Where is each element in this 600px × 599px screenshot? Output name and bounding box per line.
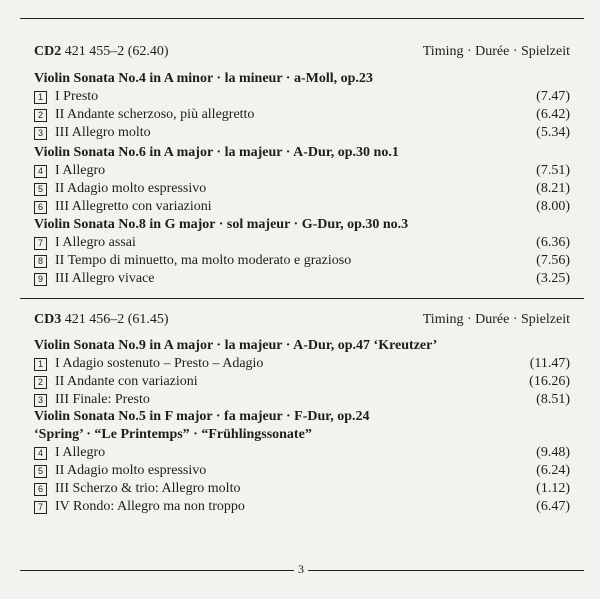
movement-title: III Scherzo & trio: Allegro molto [55,481,241,496]
movement-title: III Allegro vivace [55,271,155,286]
track-number: 4 [34,165,47,178]
timing-label: Timing · Durée · Spielzeit [422,44,570,59]
disc-header-cd3 [34,312,570,332]
duration: (3.25) [536,271,570,286]
duration: (9.48) [536,445,570,460]
movement-title: III Finale: Presto [55,392,150,407]
sonata-subtitle: ‘Spring’ · “Le Printemps” · “Frühlingssonate” [34,427,312,442]
track-row [34,88,570,106]
track-row [34,498,570,516]
duration: (8.51) [536,392,570,407]
track-number: 5 [34,465,47,478]
duration: (8.21) [536,181,570,196]
track-number: 5 [34,183,47,196]
track-number: 2 [34,109,47,122]
track-row [34,391,570,409]
page-number: 3 [294,562,308,577]
disc-catalog: 421 455–2 (62.40) [64,44,169,59]
sonata-title: Violin Sonata No.4 in A minor · la mineur · a-Moll, op.23 [34,71,373,86]
track-row [34,444,570,462]
movement-title: II Adagio molto espressivo [55,181,207,196]
disc-catalog: 421 456–2 (61.45) [64,312,169,327]
track-row [34,234,570,252]
movement-title: I Allegro [55,163,106,178]
track-row [34,124,570,142]
track-row [34,106,570,124]
movement-title: I Allegro assai [55,235,136,250]
movement-title: III Allegretto con variazioni [55,199,212,214]
duration: (6.24) [536,463,570,478]
disc-header-cd2 [34,44,570,64]
movement-title: I Allegro [55,445,106,460]
track-row [34,162,570,180]
movement-title: I Presto [55,89,99,104]
duration: (7.47) [536,89,570,104]
sonata-title: Violin Sonata No.5 in F major · fa majeur · F-Dur, op.24 [34,409,370,424]
sonata-block [34,337,570,409]
section-rule [20,298,584,299]
duration: (1.12) [536,481,570,496]
disc-label: CD2 [34,44,62,59]
sonata-title: Violin Sonata No.6 in A major · la majeur · A-Dur, op.30 no.1 [34,145,399,160]
duration: (11.47) [529,356,570,371]
track-number: 1 [34,358,47,371]
track-number: 9 [34,273,47,286]
track-number: 4 [34,447,47,460]
top-rule [20,18,584,19]
duration: (6.47) [536,499,570,514]
movement-title: II Andante scherzoso, più allegretto [55,107,255,122]
track-row [34,480,570,498]
track-number: 8 [34,255,47,268]
duration: (7.56) [536,253,570,268]
duration: (5.34) [536,125,570,140]
disc-label: CD3 [34,312,62,327]
timing-label: Timing · Durée · Spielzeit [422,312,570,327]
track-number: 7 [34,237,47,250]
track-row [34,373,570,391]
duration: (8.00) [536,199,570,214]
track-number: 3 [34,394,47,407]
track-number: 3 [34,127,47,140]
track-row [34,180,570,198]
track-row [34,252,570,270]
track-number: 2 [34,376,47,389]
movement-title: III Allegro molto [55,125,151,140]
duration: (16.26) [529,374,570,389]
track-number: 6 [34,483,47,496]
sonata-block [34,144,570,216]
sonata-block [34,70,570,142]
track-row [34,355,570,373]
sonata-title: Violin Sonata No.8 in G major · sol majeur · G-Dur, op.30 no.3 [34,217,409,232]
sonata-block [34,408,570,516]
track-row [34,270,570,288]
track-number: 7 [34,501,47,514]
track-row [34,462,570,480]
movement-title: I Adagio sostenuto – Presto – Adagio [55,356,264,371]
sonata-title: Violin Sonata No.9 in A major · la majeur · A-Dur, op.47 ‘Kreutzer’ [34,338,438,353]
movement-title: IV Rondo: Allegro ma non troppo [55,499,245,514]
track-row [34,198,570,216]
duration: (6.36) [536,235,570,250]
duration: (6.42) [536,107,570,122]
track-number: 6 [34,201,47,214]
movement-title: II Andante con variazioni [55,374,198,389]
duration: (7.51) [536,163,570,178]
movement-title: II Tempo di minuetto, ma molto moderato e grazioso [55,253,352,268]
movement-title: II Adagio molto espressivo [55,463,207,478]
track-number: 1 [34,91,47,104]
sonata-block [34,216,570,288]
